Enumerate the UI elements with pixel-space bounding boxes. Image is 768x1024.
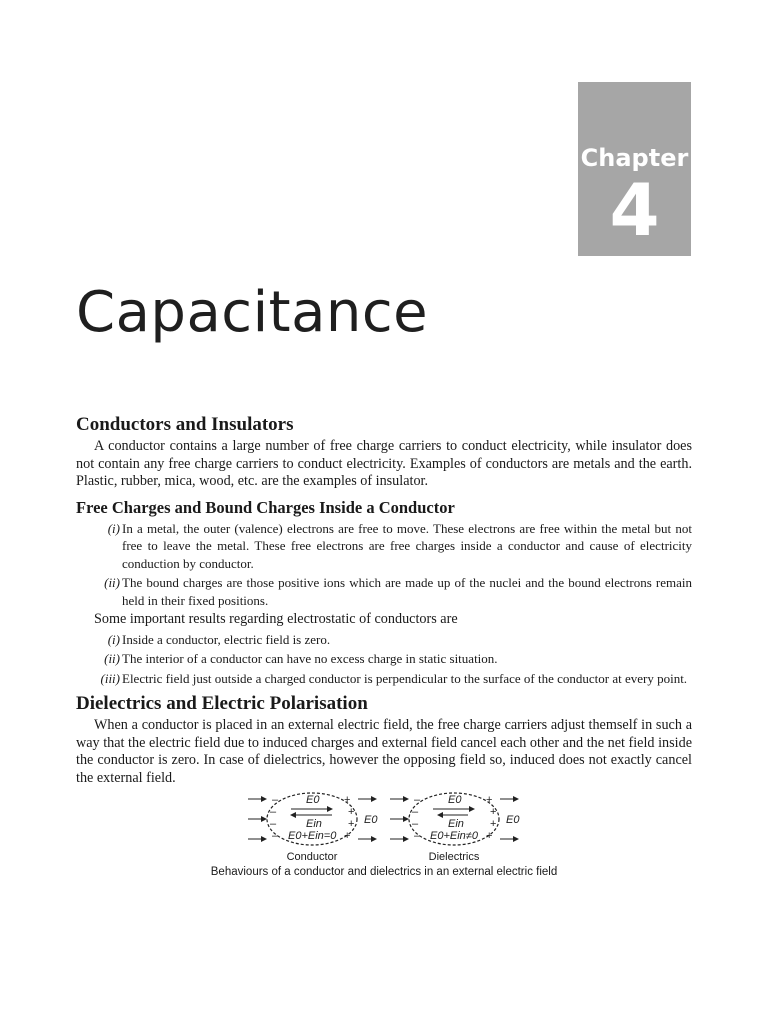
polarisation-diagram (76, 791, 692, 851)
chapter-label: Chapter (580, 144, 689, 172)
subsection-heading-free-charges: Free Charges and Bound Charges Inside a Conductor (76, 497, 455, 517)
list-item: (ii) The interior of a conductor can have no excess charge in static situation. (104, 651, 498, 666)
e0-outside-label: E0 (506, 814, 520, 826)
dielectric-equation: E0+Ein≠0 (430, 830, 478, 842)
svg-text:+: + (490, 806, 497, 818)
conductor-diagram (248, 793, 378, 845)
svg-text:–: – (414, 830, 421, 842)
section-heading-conductors: Conductors and Insulators (76, 414, 294, 435)
list-item: (i) Inside a conductor, electric field is zero. (107, 631, 331, 647)
dielectric-label: Dielectrics (428, 851, 480, 863)
svg-text:–: – (412, 806, 419, 818)
svg-text:–: – (414, 794, 421, 806)
svg-text:+: + (344, 794, 351, 806)
results-list (76, 631, 692, 688)
conductor-equation: E0+Ein=0 (288, 830, 337, 842)
chapter-badge (578, 82, 691, 256)
e0-label: E0 (448, 794, 462, 806)
e0-label: E0 (306, 794, 320, 806)
svg-text:+: + (344, 830, 351, 842)
list-item: (iii) Electric field just outside a charged conductor is perpendicular to the surface of the conductor at every point. (100, 670, 688, 686)
svg-text:–: – (272, 794, 279, 806)
dielectrics-paragraph: When a conductor is placed in an external electric field, the free charge carriers adjust themself in such a way that the electric field due to induced charges and external field cancel each other and the net field inside the conductor is zero. In case of dielectrics, however the opposing field so, induced does not exactly cancel the external field. (76, 717, 692, 786)
page-title: Capacitance (76, 280, 429, 345)
e0-outside-label: E0 (364, 814, 378, 826)
results-intro: Some important results regarding electrostatic of conductors are (94, 611, 458, 627)
svg-text:–: – (270, 806, 277, 818)
polarisation-figure (76, 791, 692, 881)
conductor-label: Conductor (286, 851, 338, 863)
conductors-paragraph: A conductor contains a large number of free charge carriers to conduct electricity, while insulator does not contain any free charge carriers to conduct electricity. Examples of conductors are metals and the earth. Plastic, rubber, mica, wood, etc. are the examples of insulator. (76, 438, 692, 489)
ein-label: Ein (448, 818, 464, 830)
section-heading-dielectrics: Dielectrics and Electric Polarisation (76, 693, 368, 714)
svg-text:+: + (348, 806, 355, 818)
main-content (76, 414, 692, 881)
list-item: (i) In a metal, the outer (valence) electrons are free to move. These electrons are free within the metal but not free to leave the metal. These free electrons are free charges inside a conductor and cause of electricity conduction by conductor. (107, 520, 692, 571)
dielectric-diagram (390, 793, 520, 845)
svg-text:+: + (486, 794, 493, 806)
svg-text:–: – (272, 830, 279, 842)
svg-text:+: + (348, 818, 355, 830)
svg-text:+: + (486, 830, 493, 842)
list-item: (ii) The bound charges are those positive ions which are made up of the nuclei and the bound electrons remain held in their fixed positions. (104, 575, 692, 608)
chapter-number: 4 (609, 168, 660, 252)
svg-text:–: – (412, 818, 419, 830)
free-charges-list (76, 520, 692, 610)
svg-text:+: + (490, 818, 497, 830)
figure-caption: Behaviours of a conductor and dielectrics in an external electric field (210, 866, 558, 878)
ein-label: Ein (306, 818, 322, 830)
svg-text:–: – (270, 818, 277, 830)
